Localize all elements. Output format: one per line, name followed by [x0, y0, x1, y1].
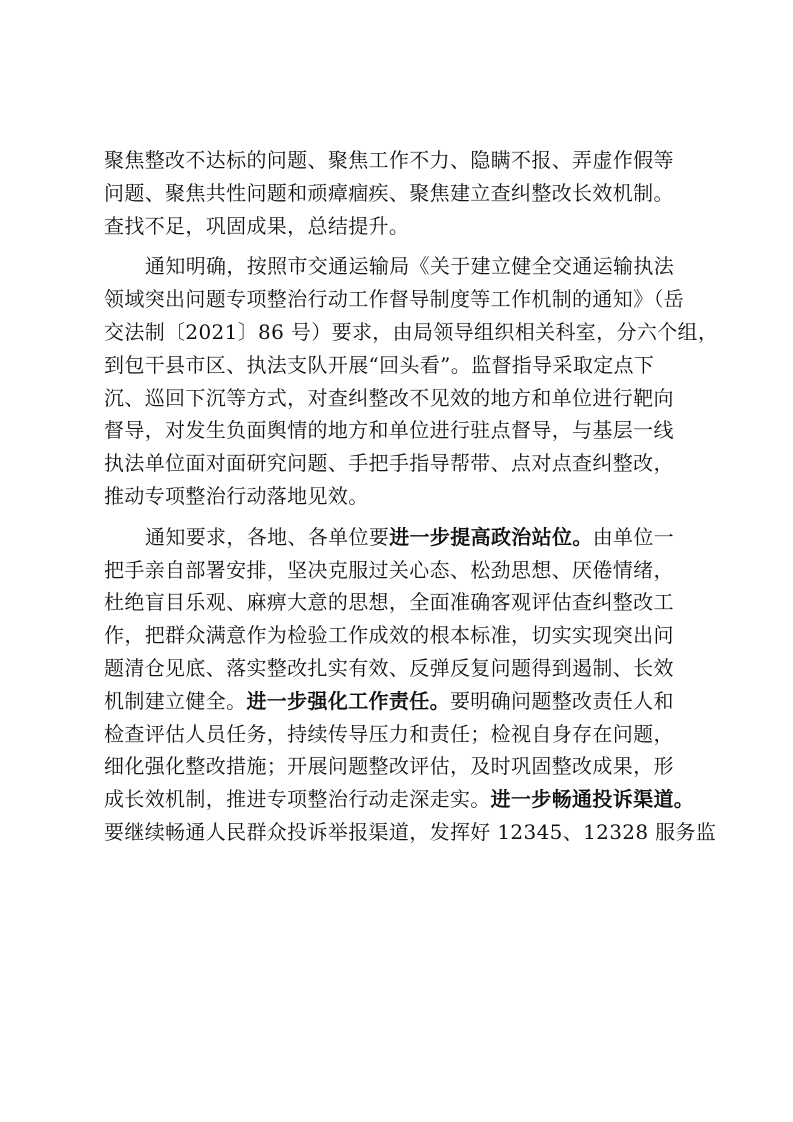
text-line	[104, 521, 710, 554]
text-line	[104, 783, 710, 816]
text-line	[104, 349, 710, 382]
text-run: 把手亲自部署安排，坚决克服过关心态、松劲思想、厌倦情绪，	[104, 557, 674, 582]
text-line	[104, 685, 710, 718]
text-run: 作，把群众满意作为检验工作成效的根本标准，切实实现突出问	[104, 623, 674, 648]
paragraph-focus-issues	[104, 144, 710, 242]
text-run: 杜绝盲目乐观、麻痹大意的思想，全面准确客观评估查纠整改工	[104, 590, 674, 615]
text-run: 交法制〔2021〕86 号）要求，由局领导组织相关科室，分六个组，	[104, 319, 719, 344]
text-line	[104, 480, 710, 513]
text-line	[104, 816, 717, 849]
text-run: 由单位一	[592, 524, 675, 549]
text-line	[104, 586, 710, 619]
text-run: 领域突出问题专项整治行动工作督导制度等工作机制的通知》（岳	[104, 287, 685, 312]
text-run: 题清仓见底、落实整改扎实有效、反弹反复问题得到遏制、长效	[104, 655, 674, 680]
bold-heading-work-responsibility: 进一步强化工作责任。	[246, 688, 450, 713]
paragraph-notice-requires	[104, 521, 717, 849]
text-line	[104, 718, 710, 751]
document-body	[104, 144, 719, 849]
text-run: 检查评估人员任务，持续传导压力和责任；检视自身存在问题，	[104, 721, 674, 746]
text-run: 通知要求，各地、各单位要	[145, 524, 390, 549]
text-run: 要继续畅通人民群众投诉举报渠道，发挥好 12345、12328 服务监	[104, 819, 717, 844]
text-run: 查找不足，巩固成果，总结提升。	[104, 213, 410, 238]
text-line	[104, 144, 710, 177]
text-run: 聚焦整改不达标的问题、聚焦工作不力、隐瞒不报、弄虚作假等	[104, 148, 674, 172]
text-line	[104, 750, 710, 783]
text-run: 问题、聚焦共性问题和顽瘴痼疾、聚焦建立查纠整改长效机制。	[104, 180, 674, 205]
text-run: 督导，对发生负面舆情的地方和单位进行驻点督导，与基层一线	[104, 418, 674, 443]
text-line	[104, 316, 719, 349]
text-line	[104, 250, 710, 283]
text-line	[104, 382, 710, 415]
text-run: 沉、巡回下沉等方式，对查纠整改不见效的地方和单位进行靶向	[104, 385, 674, 410]
text-line	[104, 283, 710, 316]
text-run: 成长效机制，推进专项整治行动走深走实。	[104, 787, 491, 812]
text-run: 推动专项整治行动落地见效。	[104, 483, 369, 508]
text-line	[104, 619, 710, 652]
text-line	[104, 177, 710, 210]
text-line	[104, 414, 710, 447]
bold-heading-political-standing: 进一步提高政治站位。	[389, 524, 593, 549]
text-run: 执法单位面对面研究问题、手把手指导帮带、点对点查纠整改，	[104, 451, 674, 476]
text-line	[104, 210, 710, 243]
bold-heading-complaint-channels: 进一步畅通投诉渠道。	[490, 787, 695, 812]
paragraph-notice-clarifies	[104, 250, 719, 512]
text-line	[104, 652, 710, 685]
text-line	[104, 447, 710, 480]
text-run: 要明确问题整改责任人和	[449, 688, 674, 713]
text-line	[104, 554, 710, 587]
text-run: 细化强化整改措施；开展问题整改评估，及时巩固整改成果，形	[104, 754, 674, 779]
text-run: 到包干县市区、执法支队开展“回头看”。监督指导采取定点下	[104, 352, 655, 377]
text-run: 通知明确，按照市交通运输局《关于建立健全交通运输执法	[145, 254, 675, 279]
text-run: 机制建立健全。	[104, 688, 247, 713]
